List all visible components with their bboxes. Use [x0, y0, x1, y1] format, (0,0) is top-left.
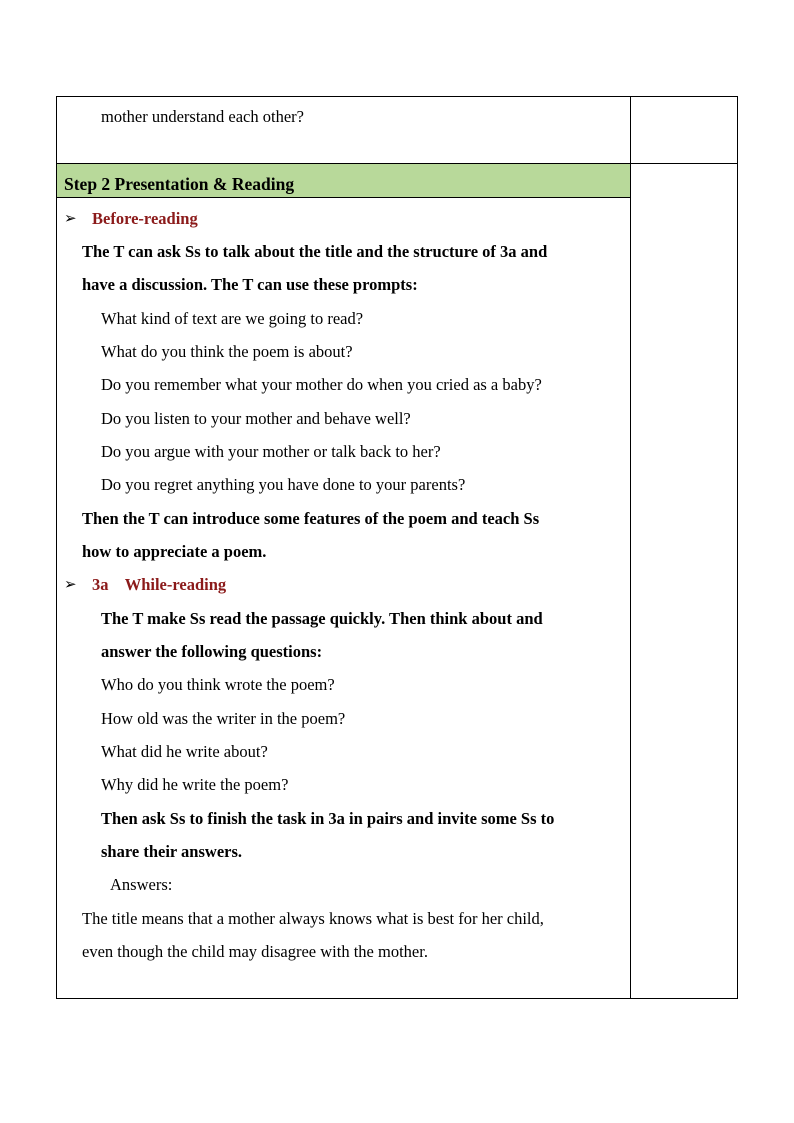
- prompt-item: What do you think the poem is about?: [101, 342, 353, 361]
- table-right-border: [737, 163, 738, 999]
- question-item: How old was the writer in the poem?: [101, 709, 346, 728]
- while-then-1: Then ask Ss to finish the task in 3a in pairs and invite some Ss to: [101, 809, 555, 828]
- row1-text: mother understand each other?: [101, 107, 304, 126]
- prompt-item: Do you remember what your mother do when you cried as a baby?: [101, 375, 542, 394]
- prompt-item: Do you argue with your mother or talk back to her?: [101, 442, 441, 461]
- while-then-2: share their answers.: [101, 842, 243, 861]
- answer-line-2: even though the child may disagree with the mother.: [82, 942, 428, 961]
- answer-line-1: The title means that a mother always knows what is best for her child,: [82, 909, 544, 928]
- while-intro-2: answer the following questions:: [101, 642, 323, 661]
- before-then-2: how to appreciate a poem.: [82, 542, 267, 561]
- before-then-1: Then the T can introduce some features of the poem and teach Ss: [82, 509, 540, 528]
- before-intro-1: The T can ask Ss to talk about the title and the structure of 3a and: [82, 242, 548, 261]
- while-reading-label: 3a While-reading: [92, 575, 227, 594]
- question-item: Why did he write the poem?: [101, 775, 289, 794]
- prompt-item: Do you listen to your mother and behave well?: [101, 409, 411, 428]
- answers-label: Answers:: [110, 875, 173, 894]
- column-divider-top: [630, 96, 631, 164]
- while-intro-1: The T make Ss read the passage quickly. Then think about and: [101, 609, 543, 628]
- column-divider: [630, 163, 631, 999]
- table-left-border: [56, 163, 57, 999]
- before-reading-label: Before-reading: [92, 209, 198, 228]
- table-bottom-border: [56, 998, 738, 999]
- arrow-bullet-icon: ➢: [64, 211, 77, 227]
- arrow-bullet-icon: ➢: [64, 577, 77, 593]
- before-intro-2: have a discussion. The T can use these prompts:: [82, 275, 418, 294]
- question-item: Who do you think wrote the poem?: [101, 675, 335, 694]
- question-item: What did he write about?: [101, 742, 268, 761]
- prompt-item: What kind of text are we going to read?: [101, 309, 364, 328]
- step-heading: Step 2 Presentation & Reading: [64, 174, 295, 194]
- prompt-item: Do you regret anything you have done to your parents?: [101, 475, 466, 494]
